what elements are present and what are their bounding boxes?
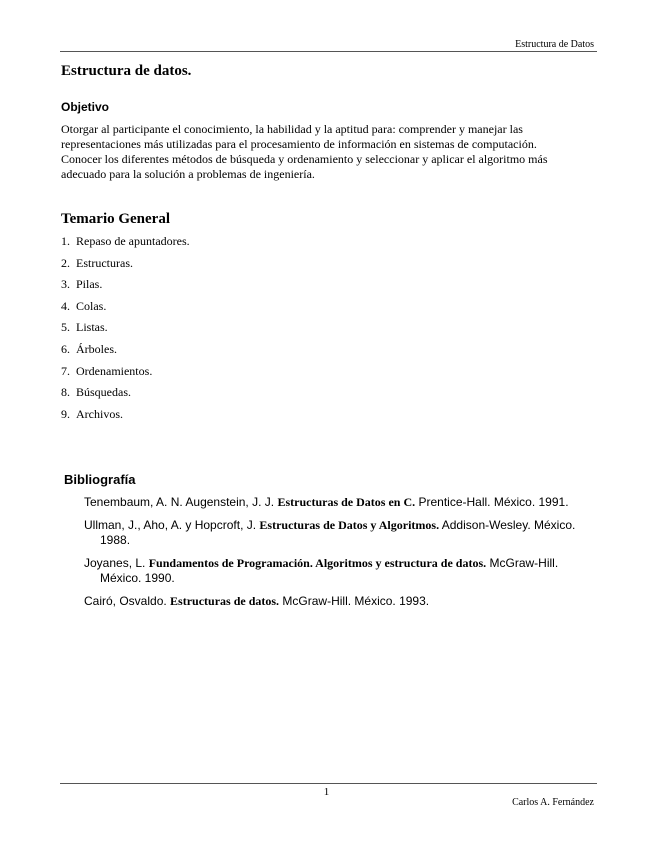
page-number-value: 1 (323, 786, 330, 798)
temario-list (61, 234, 190, 428)
entry-title: Estructuras de datos. (170, 594, 280, 608)
temario-item (61, 407, 190, 429)
temario-item-number: 3. (61, 277, 70, 292)
temario-item (61, 320, 190, 342)
temario-item (61, 364, 190, 386)
temario-item-number: 1. (61, 234, 70, 248)
bibliografia-entry (84, 556, 599, 586)
document-title: Estructura de datos. (61, 63, 192, 79)
temario-item (61, 385, 190, 407)
entry-publisher: Addison-Wesley. México. 1988. (100, 518, 576, 547)
temario-item-number: 6. (61, 341, 70, 356)
bibliografia-heading: Bibliografía (64, 472, 136, 487)
temario-item-number: 9. (61, 406, 70, 421)
bibliografia-entry (84, 518, 599, 548)
entry-publisher: McGraw-Hill. México. 1993. (282, 594, 430, 608)
temario-item-label: Ordenamientos. (76, 363, 153, 378)
temario-item (61, 342, 190, 364)
temario-item-number: 5. (61, 320, 70, 335)
temario-item (61, 256, 190, 278)
bibliografia-entry (84, 594, 599, 609)
entry-authors: Tenembaum, A. N. Augenstein, J. J. (84, 495, 275, 509)
entry-title: Estructuras de Datos y Algoritmos. (259, 518, 440, 532)
header-rule (60, 51, 597, 52)
temario-item-label: Colas. (76, 298, 107, 313)
bibliografia-entry (84, 495, 599, 510)
objetivo-paragraph-1: Otorgar al participante el conocimiento, la habilidad y la aptitud para: comprender y manejar las representaciones más utilizadas para el procesamiento de información en sistemas de computación. (61, 122, 537, 151)
temario-item-label: Repaso de apuntadores. (76, 234, 190, 248)
temario-item-label: Estructuras. (76, 255, 133, 270)
running-header: Estructura de Datos (515, 39, 594, 50)
temario-item-label: Archivos. (76, 406, 123, 421)
footer-rule (60, 783, 597, 784)
temario-item-number: 8. (61, 385, 70, 400)
temario-item-label: Árboles. (76, 341, 117, 356)
temario-item-number: 7. (61, 363, 70, 378)
entry-publisher: Prentice-Hall. México. 1991. (418, 495, 569, 509)
entry-authors: Joyanes, L. (84, 556, 146, 570)
temario-item-number: 2. (61, 255, 70, 270)
temario-item-number: 4. (61, 298, 70, 313)
temario-item-label: Pilas. (76, 277, 103, 292)
temario-item-label: Listas. (76, 320, 108, 335)
entry-title: Estructuras de Datos en C. (277, 495, 416, 509)
objetivo-paragraph-2: Conocer los diferentes métodos de búsqueda y ordenamiento y seleccionar y aplicar el algoritmo más adecuado para la solución a problemas de ingeniería. (61, 152, 548, 181)
entry-title: Fundamentos de Programación. Algoritmos y estructura de datos. (148, 556, 487, 570)
bibliografia-list (84, 495, 599, 617)
footer-author: Carlos A. Fernández (512, 797, 594, 808)
temario-heading: Temario General (61, 211, 171, 227)
entry-authors: Ullman, J., Aho, A. y Hopcroft, J. (84, 518, 257, 532)
temario-item-label: Búsquedas. (76, 385, 131, 400)
objetivo-body (61, 122, 591, 182)
entry-authors: Cairó, Osvaldo. (84, 594, 167, 608)
temario-item (61, 234, 190, 256)
objetivo-heading: Objetivo (61, 100, 110, 114)
temario-item (61, 277, 190, 299)
entry-publisher: McGraw-Hill. México. 1990. (100, 556, 559, 585)
temario-item (61, 299, 190, 321)
